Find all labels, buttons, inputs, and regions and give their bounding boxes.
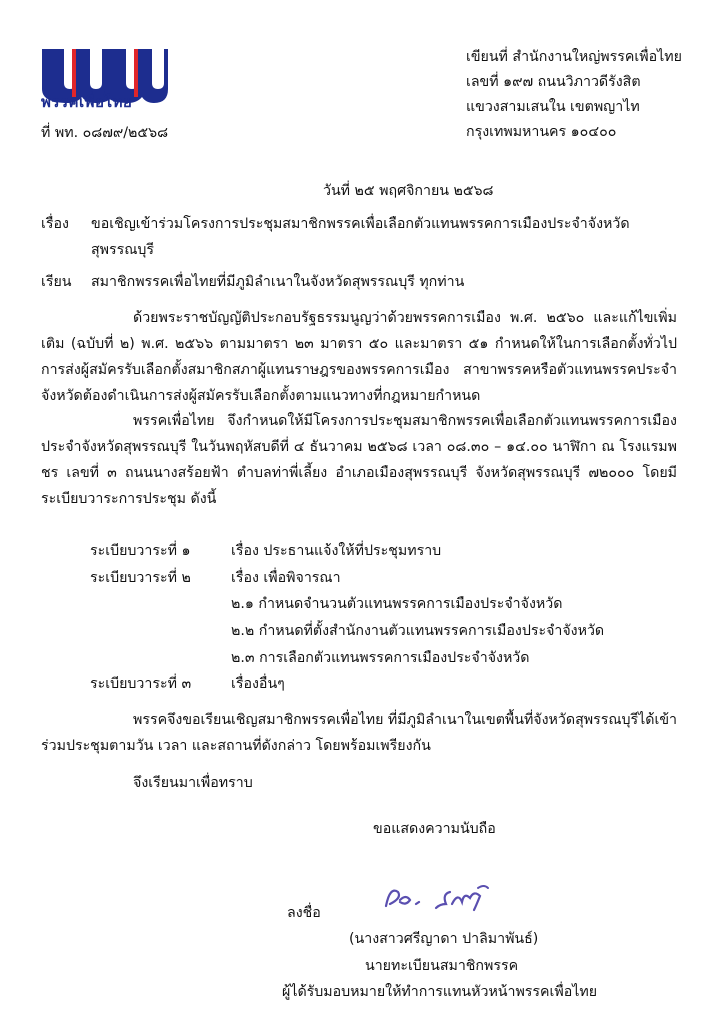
agenda-1-text: เรื่อง ประธานแจ้งให้ที่ประชุมทราบ bbox=[231, 543, 442, 559]
agenda-1-label: ระเบียบวาระที่ ๑ bbox=[90, 543, 191, 559]
subject-label: เรื่อง bbox=[41, 216, 69, 232]
agenda-2-sub-2: ๒.๒ กำหนดที่ตั้งสำนักงานตัวแทนพรรคการเมืองประจำจังหวัด bbox=[231, 623, 605, 639]
sender-address bbox=[466, 45, 682, 145]
body-paragraph-1: ด้วยพระราชบัญญัติประกอบรัฐธรรมนูญว่าด้วยพรรคการเมือง พ.ศ. ๒๕๖๐ และแก้ไขเพิ่มเติม (ฉบับที่ ๒) พ.ศ. ๒๕๖๖ ตามมาตรา ๒๓ มาตรา ๕๐ และมาตรา ๕๑ กำหนดให้ในการเลือกตั้งทั่วไป การส่งผู้สมัครรับเลือกตั้งสมาชิกสภาผู้แทนราษฎรของพรรคการเมือง สาขาพรรคหรือตัวแทนพรรคประจำจังหวัดต้องดำเนินการส่งผู้สมัครรับเลือกตั้งตามแนวทางที่กฎหมายกำหนด bbox=[41, 310, 677, 404]
signature-label: ลงชื่อ bbox=[287, 905, 321, 921]
recipient-text: สมาชิกพรรคเพื่อไทยที่มีภูมิลำเนาในจังหวัดสุพรรณบุรี ทุกท่าน bbox=[91, 274, 465, 290]
address-line: เลขที่ ๑๙๗ ถนนวิภาวดีรังสิต bbox=[466, 74, 641, 90]
body-paragraph-4: จึงเรียนมาเพื่อทราบ bbox=[133, 775, 253, 791]
agenda-2-sub-3: ๒.๓ การเลือกตัวแทนพรรคการเมืองประจำจังหวัด bbox=[231, 650, 530, 666]
agenda-2-sub-1: ๒.๑ กำหนดจำนวนตัวแทนพรรคการเมืองประจำจังหวัด bbox=[231, 596, 563, 612]
agenda-3-text: เรื่องอื่นๆ bbox=[231, 676, 285, 692]
recipient-label: เรียน bbox=[41, 274, 72, 290]
agenda-2-text: เรื่อง เพื่อพิจารณา bbox=[231, 570, 341, 586]
signatory-position: นายทะเบียนสมาชิกพรรค bbox=[365, 958, 519, 974]
logo-text: พรรคเพื่อไทย bbox=[41, 93, 133, 111]
body-paragraph-2: พรรคเพื่อไทย จึงกำหนดให้มีโครงการประชุมสมาชิกพรรคเพื่อเลือกตัวแทนพรรคการเมืองประจำจังหวัดสุพรรณบุรี ในวันพฤหัสบดีที่ ๔ ธันวาคม ๒๕๖๘ เวลา ๐๘.๓๐ – ๑๔.๐๐ นาฬิกา ณ โรงแรมพชร เลขที่ ๓ ถนนนางสร้อยฟ้า ตำบลท่าพี่เลี้ยง อำเภอเมืองสุพรรณบุรี จังหวัดสุพรรณบุรี ๗๒๐๐๐ โดยมีระเบียบวาระการประชุม ดังนี้ bbox=[41, 413, 677, 507]
signatory-name: (นางสาวศรีญาดา ปาลิมาพันธ์) bbox=[349, 931, 539, 947]
address-line: เขียนที่ สำนักงานใหญ่พรรคเพื่อไทย bbox=[466, 49, 682, 65]
subject-line-2: สุพรรณบุรี bbox=[91, 242, 155, 258]
letter-date: วันที่ ๒๕ พฤศจิกายน ๒๕๖๘ bbox=[323, 183, 494, 199]
agenda-2-label: ระเบียบวาระที่ ๒ bbox=[90, 570, 191, 586]
address-line: กรุงเทพมหานคร ๑๐๔๐๐ bbox=[466, 124, 617, 140]
address-line: แขวงสามเสนใน เขตพญาไท bbox=[466, 99, 640, 115]
agenda-3-label: ระเบียบวาระที่ ๓ bbox=[90, 676, 192, 692]
signatory-authority: ผู้ได้รับมอบหมายให้ทำการแทนหัวหน้าพรรคเพื่อไทย bbox=[282, 984, 598, 1000]
subject-line-1: ขอเชิญเข้าร่วมโครงการประชุมสมาชิกพรรคเพื่อเลือกตัวแทนพรรคการเมืองประจำจังหวัด bbox=[91, 216, 630, 232]
body-paragraph-3: พรรคจึงขอเรียนเชิญสมาชิกพรรคเพื่อไทย ที่มีภูมิลำเนาในเขตพื้นที่จังหวัดสุพรรณบุรีได้เข้าร่วมประชุมตามวัน เวลา และสถานที่ดังกล่าว โดยพร้อมเพรียงกัน bbox=[41, 712, 677, 754]
reference-number: ที่ พท. ๐๘๗๙/๒๕๖๘ bbox=[41, 125, 169, 141]
closing-regards: ขอแสดงความนับถือ bbox=[373, 821, 496, 837]
handwritten-signature bbox=[378, 878, 508, 918]
